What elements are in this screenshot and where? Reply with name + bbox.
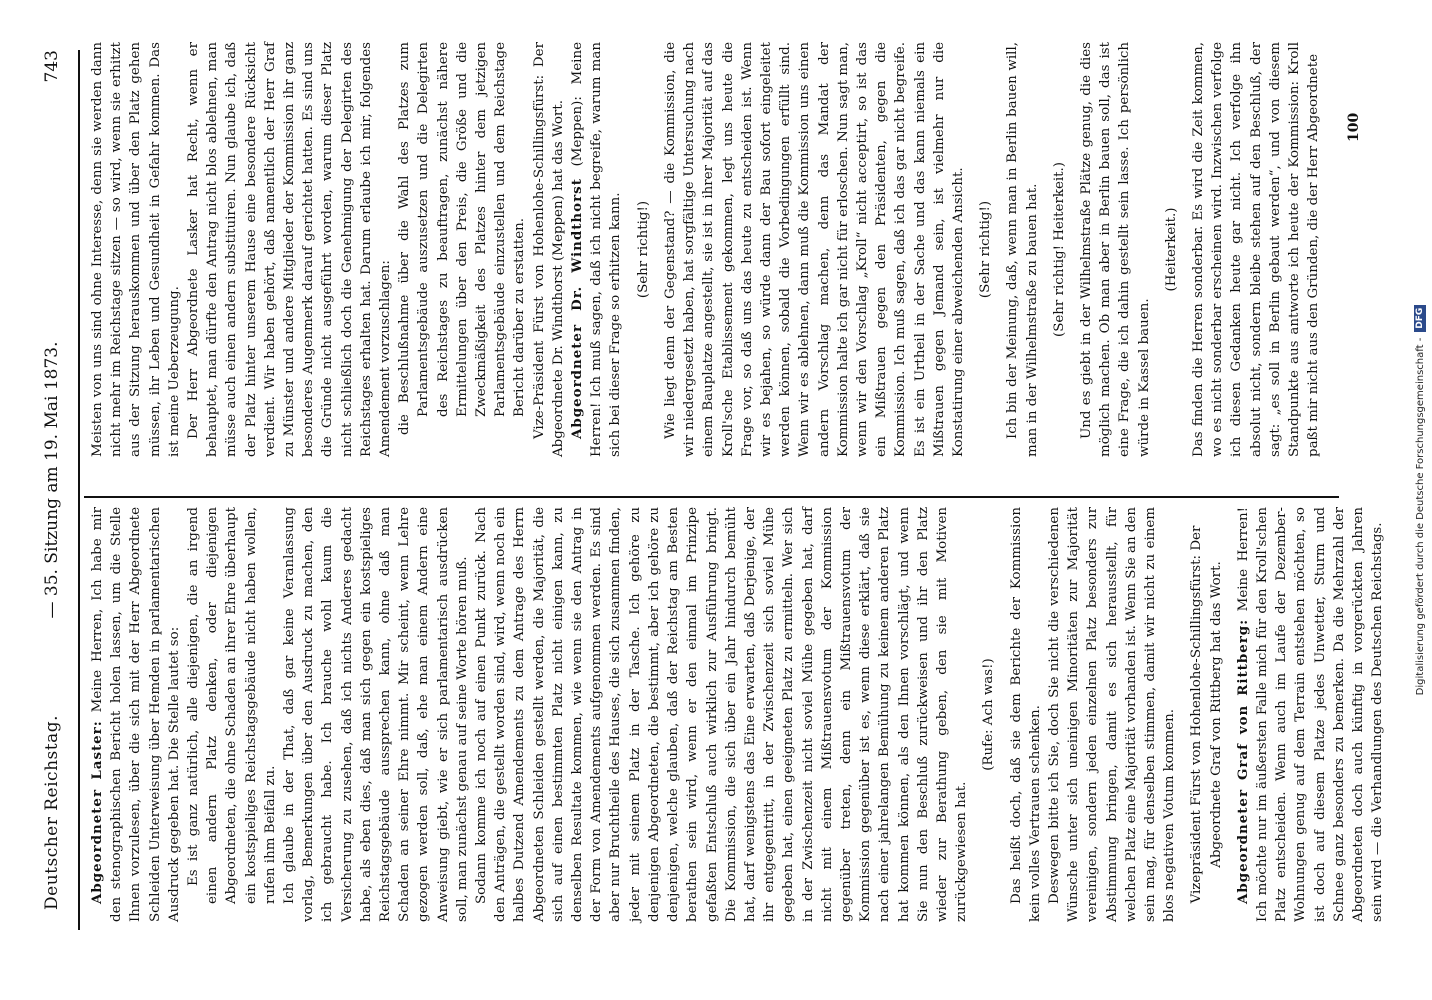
speaker-name: Abgeordneter Dr. Windthorst <box>569 178 586 439</box>
speech-paragraph <box>1234 507 1388 922</box>
dfg-logo: DFG <box>1414 305 1426 332</box>
paragraph: Das finden die Herren sonderbar. Es wird die Zeit kommen, wo es nicht sonderbar erscheinen wird. Inzwischen verfolge ich diesen Gedanken heute gar nicht. Ich verfolge ihn absolut nicht, sondern bleibe stehen auf den Beschluß, der sagt: „es soll in Berlin gebaut werden“, und von diesem Standpunkte aus antworte ich heute der Kommission: Kroll paßt mir nicht aus den Gründen, die der Herr Abgeordnete <box>1190 42 1322 457</box>
interjection: (Sehr richtig! Heiterkeit.) <box>1051 161 1067 338</box>
speech-text: Meine Herren, Ich habe mir den stenographischen Bericht holen lassen, um die Stelle Ihnen vorzulesen, über die sich mit der Herr Abgeordnete Schleiden Unterweisung über Hemden in parlamentarischen Ausdruck gegeben hat. Die Stelle lautet so: <box>90 507 182 922</box>
column-divider <box>84 496 1339 498</box>
session-title: — 35. Sitzung am 19. Mai 1873. <box>42 341 62 619</box>
speech-text: (Meppen): Meine Herren! Ich muß sagen, daß ich nicht begreife, warum man sich bei dieser Frage so erhitzen kann. <box>570 42 624 457</box>
speech-paragraph <box>88 507 184 922</box>
interjection: (Sehr richtig!) <box>978 200 994 299</box>
journal-title: Deutscher Reichstag. <box>42 715 62 910</box>
paragraph: Sodann komme ich noch auf einen Punkt zurück. Nach den Anträgen, die gestellt worden sind, wird, wenn noch ein halbes Dutzend Amendements zu dem Antrage des Herrn Abgeordneten Schleiden gestellt werden, die Majorität, die sich auf einen bestimmten Platz nicht einigen kann, zu denselben Resultate kommen, wie wenn sie den Antrag in der Form von Amendements aufgenommen werden. Es sind aber nur Bruchtheile des Hauses, die sich zusammen finden, jeder mit seinem Platz in der Tasche. Ich gehöre zu denjenigen Abgeordneten, die bestimmt, aber ich gehöre zu denjenigen, welche glauben, daß der Reichstag am Besten berathen sein wird, wenn er den einmal im Prinzipe gefaßten Entschluß auch wirklich zur Ausführung bringt. Die Kommission, die sich über ein Jahr hindurch bemüht hat, darf wenigstens das Eine erwarten, daß Derjenige, der ihr entgegentritt, in der Zwischenzeit sich soviel Mühe gegeben hat, einen geeigneten Platz zu ermitteln. Wer sich in der Zwischenzeit nicht soviel Mühe gegeben hat, darf nicht mit einem Mißtrauensvotum der Kommission gegenüber treten, denn ein Mißtrauensvotum der Kommission gegenüber ist es, wenn diese erklärt, daß sie nach einer jahrelangen Bemühung zu keinem anderen Platz hat kommen können, als den Ihnen vorschlägt, und wenn Sie nun den Beschluß zurückweisen und ihr den Platz wieder zur Berathung geben, den sie mit Motiven zurückgewiesen hat. <box>474 507 970 922</box>
interjection: (Heiterkeit.) <box>1163 207 1179 292</box>
amendment-text: die Beschlußnahme über die Wahl des Platzes zum Parlamentsgebäude auszusetzen und die Delegirten des Reichstages zu beauftragen, zunächst nähere Ermittelungen über den Preis, die Größe und die Zweckmäßigkeit des Platzes hinter dem jetzigen Parlamentsgebäude einzustellen und dem Reichstage Bericht darüber zu erstatten. <box>397 42 528 435</box>
signature-number: 100 <box>1346 112 1362 142</box>
paragraph: Vize-Präsident Fürst von Hohenlohe-Schillingsfürst: Der Abgeordnete Dr. Windthorst (Meppen) hat das Wort. <box>531 42 566 457</box>
paragraph: Ich glaube in der That, daß gar keine Veranlassung vorlag, Bemerkungen über den Ausdruck zu machen, den ich gebraucht habe. Ich brauche wohl kaum die Versicherung zu zusehen, daß ich nichts Anderes gedacht habe, als eben dies, daß man sich gegen ein kostspieliges Reichstagsgebäude aussprechen kann, ohne daß man Schaden an seiner Ehre nimmt. Mir scheint, wenn Lehre gezogen werden soll, daß, ehe man einem Andern eine Anweisung giebt, wie er sich parlamentarisch ausdrücken soll, man zunächst genau auf seine Worte hören muß. <box>282 507 470 922</box>
interjection: (Rufe: Ach was!) <box>981 658 997 771</box>
paragraph: Ich bin der Meinung, daß, wenn man in Berlin bauen will, man in der Wilhelmstraße zu bauen hat. <box>1005 42 1040 457</box>
paragraph: Das heißt doch, daß sie dem Berichte der Kommission kein volles Vertrauen schenken. <box>1008 507 1043 922</box>
paragraph: Und es giebt in der Wilhelmstraße Plätze genug, die dies möglich machen. Ob man aber in Berlin bauen soll, das ist eine Frage, die ich dahin gestellt sein lasse. Ich persönlich würde in Kassel bauen. <box>1078 42 1152 457</box>
page-header <box>32 50 72 910</box>
paragraph: Wie liegt denn der Gegenstand? — die Kommission, die wir niedergesetzt haben, hat sorgfältige Untersuchung nach einem Bauplatze angestellt, sie ist in ihrer Majorität auf das Kroll'sche Etablissement gekommen, legt uns heute die Frage vor, so daß uns das heute zu entscheiden ist. Wenn wir es bejahen, so würde dann der Bau sofort eingeleitet werden können, sobald die Vorbedingungen erfüllt sind. Wenn wir es ablehnen, dann muß die Kommission uns einen andern Vorschlag machen, denn das Mandat der Kommission halte ich gar nicht für erloschen. Nun sagt man, wenn wir den Vorschlag „Kroll“ nicht acceptirt, so ist das ein Mißtrauen gegen den Präsidenten, gegen die Kommission. Ich muß sagen, daß ich das gar nicht begreife. Es ist ein Urtheil in der Sache und das kann niemals ein Mißtrauen gegen Jemand sein, ist vielmehr nur die Konstatirung einer abweichenden Ansicht. <box>662 42 966 457</box>
page-number: 743 <box>42 50 62 83</box>
interjection: (Sehr richtig!) <box>635 200 651 299</box>
quoted-passage: Es ist ganz natürlich, alle diejenigen, die an irgend einen andern Platz denken, oder diejenigen Abgeordneten, die ohne Schaden an ihrer Ehre überhaupt ein kostspieliges Reichstagsgebäude nicht haben wollen, rufen ihm Beifall zu. <box>186 507 278 904</box>
paragraph: Meisten von uns sind ohne Interesse, denn sie werden dann nicht mehr im Reichstage sitzen — so wird, wenn sie erhitzt aus der Sitzung herauskommen und über den Platz gehen müssen, ihr Leben und Gesundheit in Gefahr kommen. Das ist meine Ueberzeugung. <box>90 42 182 457</box>
right-column <box>88 42 1323 457</box>
interjection: Vizepräsident Fürst von Hohenlohe-Schillingsfürst: Der Abgeordnete Graf von Rittberg hat das Wort. <box>1189 525 1224 904</box>
paragraph: Deswegen bitte ich Sie, doch Sie nicht die verschiedenen Wünsche unter sich uneinigen Minoritäten zur Majorität vereinigen, sondern jeden einzelnen Platz besonders zur Abstimmung bringen, damit es sich herausstellt, für welchen Platz eine Majorität vorhanden ist. Wenn Sie an den sein mag, für denselben stimmen, damit wir nicht zu einem blos negativen Votum kommen. <box>1046 507 1178 922</box>
speaker-name: Abgeordneter Graf von Rittberg: <box>1234 618 1251 904</box>
side-margin <box>1408 0 1432 1000</box>
speech-text: Meine Herren! Ich möchte nur im äußersten Falle mich für den Kroll'schen Platz entscheiden. Wenn auch im Laufe der Dezember-Wohnungen genug auf dem Terrain entstehen möchten, so ist doch auf diesem Platze jedes Unwetter, Sturm und Schnee ganz besonders zu bemerken. Da die Mehrzahl der Abgeordneten doch auch künftig in vorgerückten Jahren sein wird — die Verhandlungen des Deutschen Reichstags. <box>1235 507 1386 922</box>
speech-paragraph <box>568 42 626 457</box>
paragraph: Der Herr Abgeordnete Lasker hat Recht, wenn er behauptet, man dürfte den Antrag nicht blos ablehnen, man müsse auch einen andern substituiren. Nun glaube ich, daß der Platz hinter unserem Hause eine besondere Rücksicht verdient. Wir haben gehört, daß namentlich der Herr Graf zu Münster und andere Mitglieder der Kommission ihr ganz besonderes Augenmerk darauf gerichtet hatten. Es sind uns die Gründe nicht ausgeführt worden, warum dieser Platz nicht schließlich doch die Genehmigung der Delegirten des Reichstages erhalten hat. Darum erlaube ich mir, folgendes Amendement vorzuschlagen: <box>186 42 394 457</box>
speaker-name: Abgeordneter Laster: <box>89 720 105 904</box>
funding-note: Digitalisierung gefördert durch die Deutsche Forschungsgemeinschaft - <box>1414 337 1426 696</box>
header-rule <box>78 50 80 930</box>
left-column <box>88 507 1387 922</box>
